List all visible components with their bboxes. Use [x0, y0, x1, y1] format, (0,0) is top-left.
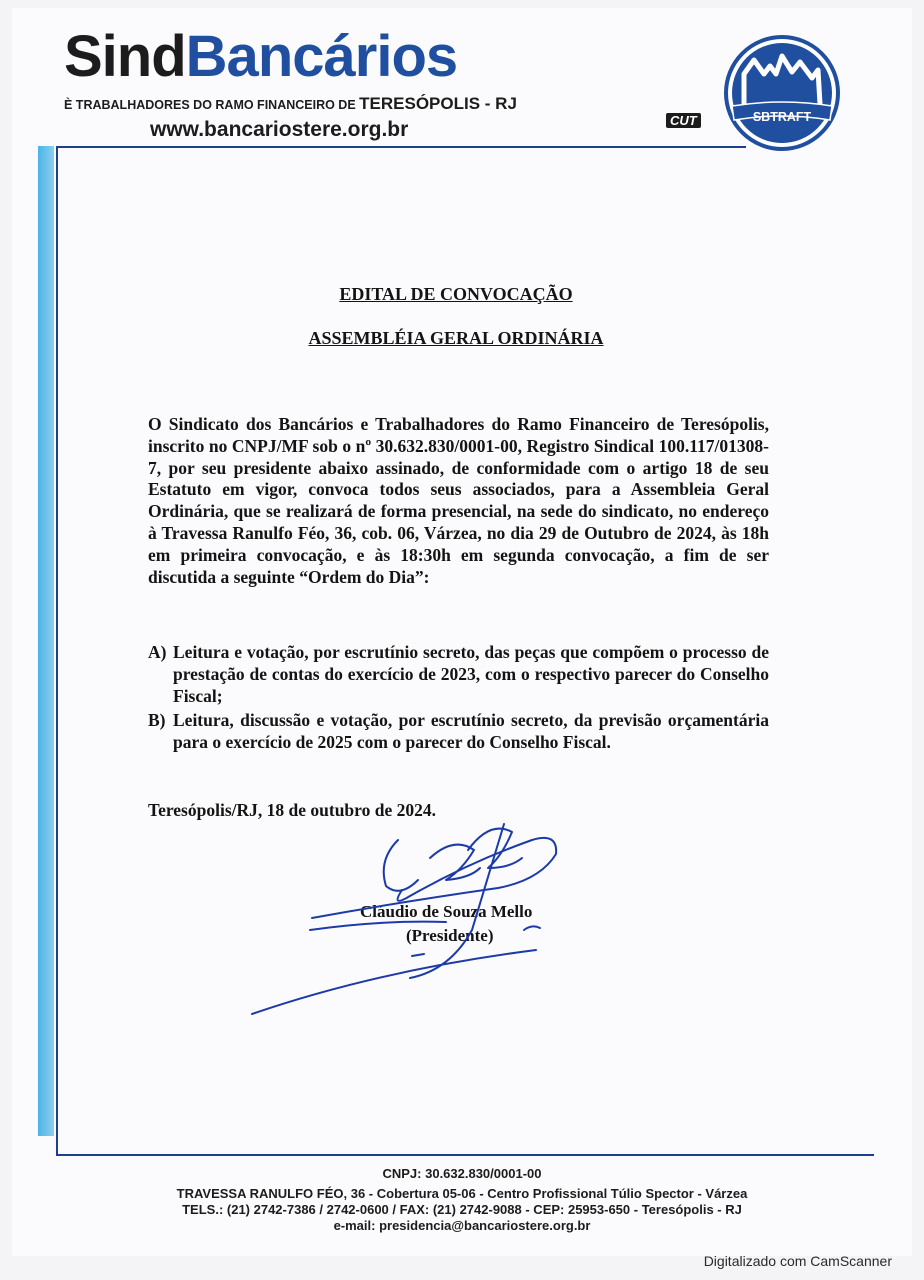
document-title: EDITAL DE CONVOCAÇÃO	[339, 284, 573, 304]
agenda-text: Leitura, discussão e votação, por escrutínio secreto, da previsão orçamentária para o exercício de 2025 com o parecer do Conselho Fiscal.	[173, 710, 769, 752]
document-page	[12, 8, 912, 1256]
union-tagline	[64, 94, 517, 114]
cut-logo: CUT	[666, 113, 701, 128]
agenda-text: Leitura e votação, por escrutínio secreto, das peças que compõem o processo de prestação de contas do exercício de 2023, com o respectivo parecer do Conselho Fiscal;	[173, 642, 769, 706]
scanner-watermark: Digitalizado com CamScanner	[703, 1253, 892, 1269]
brand-part-1: Sind	[64, 24, 186, 89]
handwritten-signature	[240, 810, 580, 1020]
place-and-date: Teresópolis/RJ, 18 de outubro de 2024.	[148, 800, 436, 820]
convocation-body: O Sindicato dos Bancários e Trabalhadores do Ramo Financeiro de Teresópolis, inscrito no CNPJ/MF sob o nº 30.632.830/0001-00, Registro Sindical 100.117/01308-7, por seu presidente abaixo assinado, de conformidade com o artigo 18 de seu Estatuto em vigor, convoca todos seus associados, para a Assembleia Geral Ordinária, que se realizará de forma presencial, na sede do sindicato, no endereço à Travessa Ranulfo Féo, 36, cob. 06, Várzea, no dia 29 de Outubro de 2024, às 18h em primeira convocação, e às 18:30h em segunda convocação, a fim de ser discutida a seguinte “Ordem do Dia”:	[148, 414, 769, 587]
agenda-item-b	[148, 710, 769, 754]
agenda-marker: B)	[148, 710, 166, 730]
sbtraft-logo-icon	[722, 34, 842, 152]
footer-email[interactable]: e-mail: presidencia@bancariostere.org.br	[333, 1218, 591, 1233]
document-subtitle: ASSEMBLÉIA GERAL ORDINÁRIA	[308, 328, 604, 348]
sbtraft-logo-label: SBTRAFT	[752, 110, 812, 124]
footer-rule	[56, 1154, 874, 1156]
union-brand-logo	[64, 24, 458, 89]
footer-cnpj: CNPJ: 30.632.830/0001-00	[382, 1166, 542, 1181]
signatory-name: Cláudio de Souza Mello	[360, 902, 533, 921]
tagline-prefix: È TRABALHADORES DO RAMO FINANCEIRO DE	[64, 98, 360, 112]
footer-phones: TELS.: (21) 2742-7386 / 2742-0600 / FAX: (21) 2742-9088 - CEP: 25953-650 - Teresópolis - RJ	[182, 1202, 742, 1217]
signatory-role: (Presidente)	[406, 926, 494, 945]
agenda-marker: A)	[148, 642, 167, 662]
website-link[interactable]: www.bancariostere.org.br	[150, 118, 409, 141]
footer-address: TRAVESSA RANULFO FÉO, 36 - Cobertura 05-06 - Centro Profissional Túlio Spector - Várzea	[176, 1186, 748, 1201]
tagline-city: TERESÓPOLIS - RJ	[359, 94, 517, 113]
header-rule	[56, 146, 746, 148]
brand-part-2: Bancários	[185, 24, 458, 89]
agenda-item-a	[148, 642, 769, 707]
